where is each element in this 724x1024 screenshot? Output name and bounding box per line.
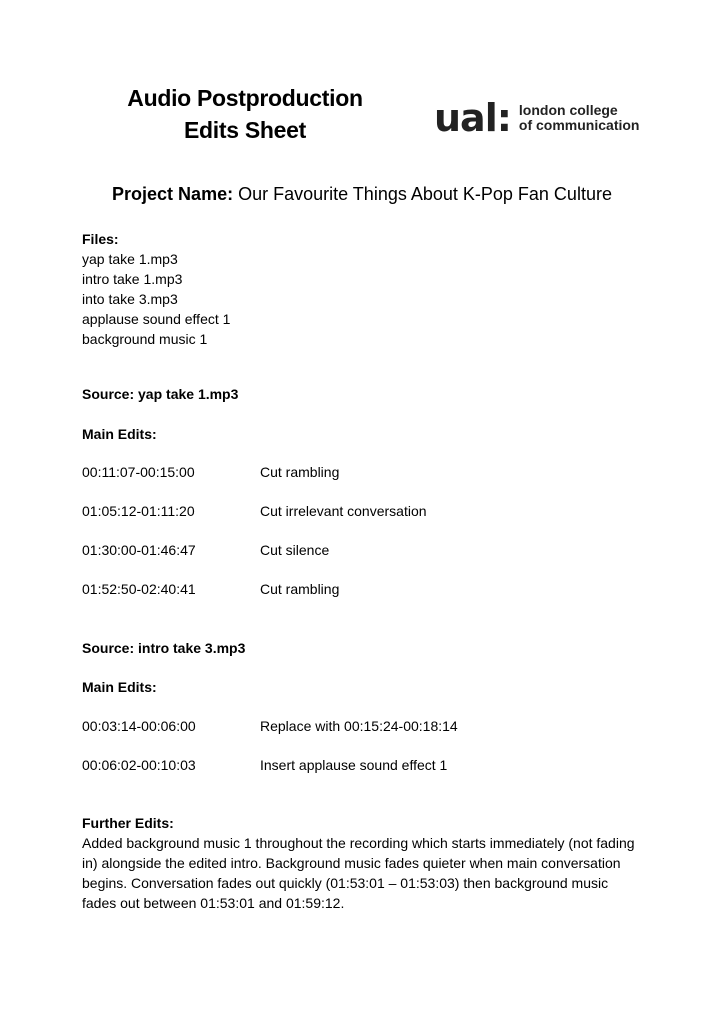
main-edits-heading: Main Edits: <box>82 426 157 442</box>
source-heading: Source: yap take 1.mp3 <box>82 386 239 402</box>
document-title <box>100 82 390 146</box>
edit-timecode: 01:05:12-01:11:20 <box>82 503 195 519</box>
file-item: into take 3.mp3 <box>82 291 178 307</box>
edit-timecode: 01:30:00-01:46:47 <box>82 542 196 558</box>
edit-timecode: 00:06:02-00:10:03 <box>82 757 196 773</box>
further-edits-text: Added background music 1 throughout the recording which starts immediately (not fading in) alongside the edited intro. Background music fades quieter when main conversation begins. Conversation fades out quickly (01:53:01 – 01:53:03) then background music fades out between 01:53:01 and 01:59:12. <box>82 835 635 911</box>
file-item: applause sound effect 1 <box>82 311 231 327</box>
edit-timecode: 01:52:50-02:40:41 <box>82 581 196 597</box>
edit-action: Cut silence <box>260 542 330 558</box>
edit-action: Replace with 00:15:24-00:18:14 <box>260 718 458 734</box>
edit-row <box>82 462 642 482</box>
edit-timecode: 00:11:07-00:15:00 <box>82 464 195 480</box>
edit-row <box>82 755 642 775</box>
edit-row <box>82 579 642 599</box>
edit-row <box>82 501 642 521</box>
logo-text <box>519 103 640 133</box>
file-item: intro take 1.mp3 <box>82 271 183 287</box>
files-heading: Files: <box>82 231 119 247</box>
edit-action: Cut irrelevant conversation <box>260 503 427 519</box>
further-edits-section <box>82 813 642 913</box>
project-name <box>0 182 724 206</box>
edit-action: Cut rambling <box>260 464 340 480</box>
files-section <box>82 229 230 349</box>
edit-action: Cut rambling <box>260 581 340 597</box>
project-value: Our Favourite Things About K-Pop Fan Culture <box>238 184 612 204</box>
project-label: Project Name: <box>112 184 234 204</box>
edit-row <box>82 540 642 560</box>
logo-line-1: london college <box>518 102 618 118</box>
edit-timecode: 00:03:14-00:06:00 <box>82 718 196 734</box>
file-item: background music 1 <box>82 331 208 347</box>
ual-logo <box>434 98 639 138</box>
further-edits-heading: Further Edits: <box>82 815 174 831</box>
edit-row <box>82 716 642 736</box>
logo-line-2: of communication <box>518 117 640 133</box>
main-edits-heading: Main Edits: <box>82 679 157 695</box>
file-item: yap take 1.mp3 <box>82 251 178 267</box>
source-heading: Source: intro take 3.mp3 <box>82 640 246 656</box>
edit-action: Insert applause sound effect 1 <box>260 757 448 773</box>
title-line-1: Audio Postproduction <box>127 85 363 111</box>
logo-mark: ual: <box>434 96 511 140</box>
title-line-2: Edits Sheet <box>184 117 306 143</box>
